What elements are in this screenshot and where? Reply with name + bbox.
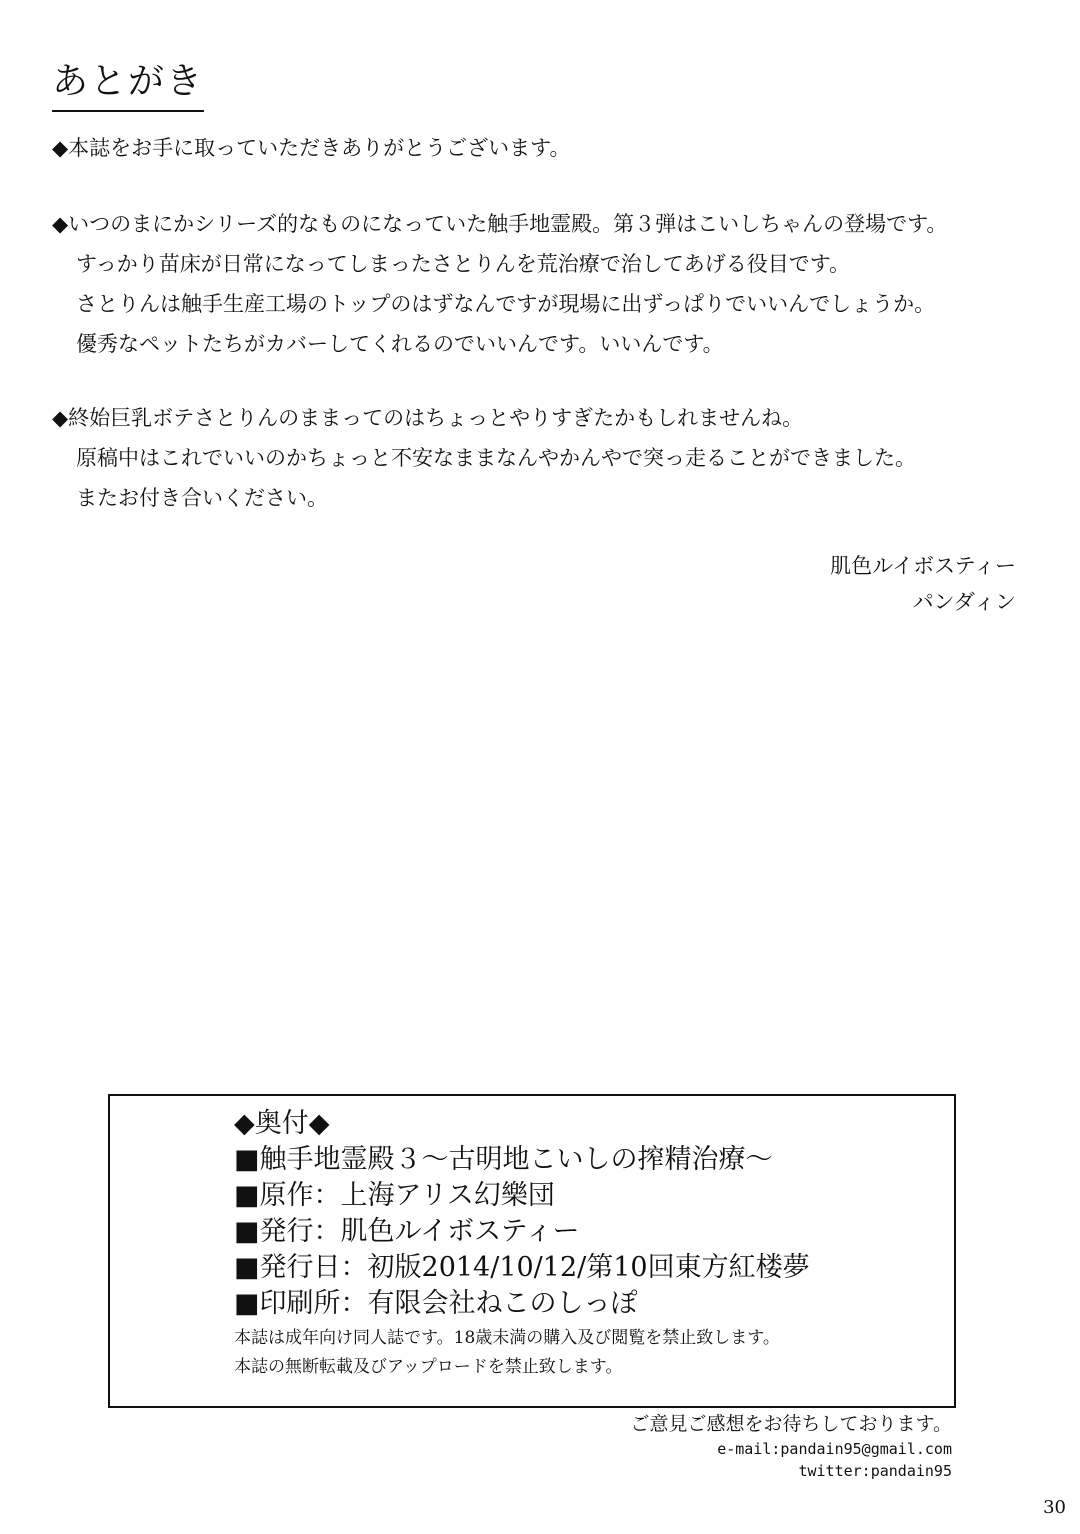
adult-notice: 本誌は成年向け同人誌です。18歳未満の購入及び閲覧を禁止致します。 <box>234 1328 780 1348</box>
page-number: 30 <box>1043 1497 1066 1518</box>
paragraph-line: ◆本誌をお手に取っていただきありがとうございます。 <box>52 136 571 160</box>
signature <box>830 548 1016 620</box>
contact-info <box>631 1410 952 1482</box>
afterword-paragraph-1 <box>52 128 1072 168</box>
reproduction-notice: 本誌の無断転載及びアップロードを禁止致します。 <box>234 1357 623 1377</box>
feedback-message: ご意見ご感想をお待ちしております。 <box>630 1413 952 1435</box>
circle-name: 肌色ルイボスティー <box>830 554 1016 578</box>
colophon-original: ■原作：上海アリス幻樂団 <box>234 1180 555 1211</box>
afterword-paragraph-3 <box>52 398 1072 518</box>
colophon-content <box>234 1106 810 1382</box>
paragraph-line: すっかり苗床が日常になってしまったさとりんを荒治療で治してあげる役目です。 <box>76 252 851 276</box>
email-address: e-mail:pandain95@gmail.com <box>717 1440 952 1458</box>
colophon-printer: ■印刷所：有限会社ねこのしっぽ <box>234 1288 638 1319</box>
colophon-publisher: ■発行：肌色ルイボスティー <box>234 1216 580 1247</box>
twitter-handle: twitter:pandain95 <box>798 1462 952 1480</box>
page-title: あとがき <box>52 58 204 112</box>
colophon-title: ■触手地霊殿３～古明地こいしの搾精治療～ <box>234 1144 773 1175</box>
colophon-box <box>108 1094 956 1408</box>
afterword-paragraph-2 <box>52 204 1072 364</box>
paragraph-line: 原稿中はこれでいいのかちょっと不安なままなんやかんやで突っ走ることができました。 <box>76 446 916 470</box>
paragraph-line: 優秀なペットたちがカバーしてくれるのでいいんです。いいんです。 <box>76 332 724 356</box>
paragraph-line: さとりんは触手生産工場のトップのはずなんですが現場に出ずっぱりでいいんでしょうか。 <box>76 292 936 316</box>
author-name: パンダィン <box>912 590 1016 614</box>
paragraph-line: またお付き合いください。 <box>76 486 328 510</box>
colophon-heading: ◆奥付◆ <box>234 1108 330 1139</box>
paragraph-line: ◆終始巨乳ボテさとりんのままってのはちょっとやりすぎたかもしれませんね。 <box>52 406 804 430</box>
paragraph-line: ◆いつのまにかシリーズ的なものになっていた触手地霊殿。第３弾はこいしちゃんの登場です。 <box>52 212 948 236</box>
colophon-date: ■発行日：初版2014/10/12/第10回東方紅楼夢 <box>234 1252 810 1283</box>
